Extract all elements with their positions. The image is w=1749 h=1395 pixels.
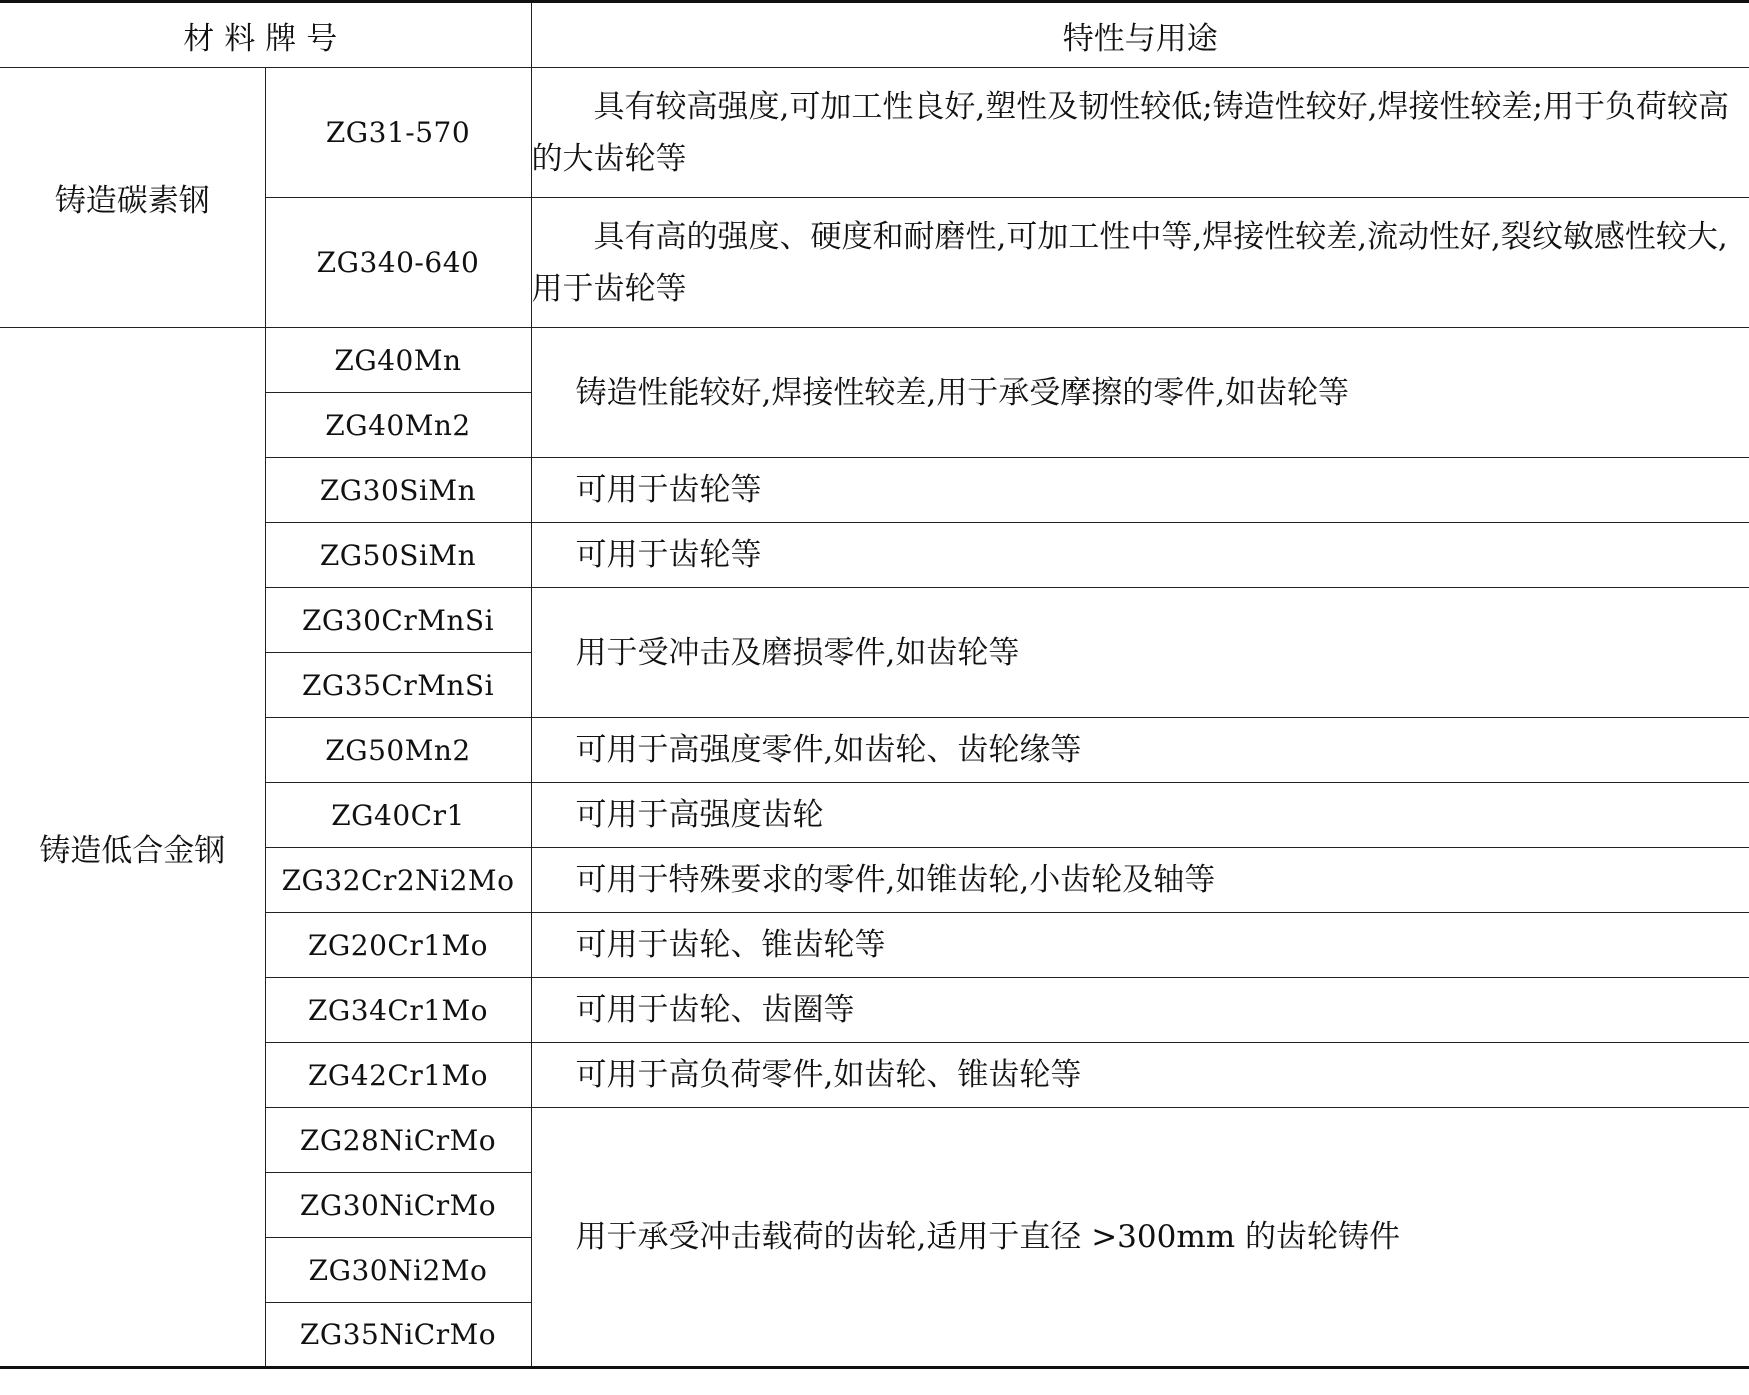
grade-cell: ZG28NiCrMo — [265, 1108, 531, 1173]
description-cell: 可用于齿轮等 — [531, 523, 1749, 588]
grade-cell: ZG35CrMnSi — [265, 653, 531, 718]
description-cell: 用于承受冲击载荷的齿轮,适用于直径 >300mm 的齿轮铸件 — [531, 1108, 1749, 1368]
category-cast-low-alloy-steel: 铸造低合金钢 — [0, 328, 265, 1368]
grade-cell: ZG30SiMn — [265, 458, 531, 523]
header-material-grade: 材料牌号 — [0, 2, 531, 68]
description-cell: 可用于齿轮等 — [531, 458, 1749, 523]
grade-cell: ZG32Cr2Ni2Mo — [265, 848, 531, 913]
grade-cell: ZG40Mn2 — [265, 393, 531, 458]
description-cell: 可用于高强度齿轮 — [531, 783, 1749, 848]
header-row — [0, 2, 1749, 68]
grade-cell: ZG30CrMnSi — [265, 588, 531, 653]
table-row — [0, 328, 1749, 393]
description-cell: 用于受冲击及磨损零件,如齿轮等 — [531, 588, 1749, 718]
grade-cell: ZG34Cr1Mo — [265, 978, 531, 1043]
category-cast-carbon-steel: 铸造碳素钢 — [0, 68, 265, 328]
table-row — [0, 68, 1749, 198]
grade-cell: ZG50SiMn — [265, 523, 531, 588]
grade-cell: ZG50Mn2 — [265, 718, 531, 783]
grade-cell: ZG340-640 — [265, 198, 531, 328]
grade-cell: ZG35NiCrMo — [265, 1303, 531, 1368]
header-properties-use: 特性与用途 — [531, 2, 1749, 68]
description-cell: 可用于高强度零件,如齿轮、齿轮缘等 — [531, 718, 1749, 783]
grade-cell: ZG20Cr1Mo — [265, 913, 531, 978]
grade-cell: ZG42Cr1Mo — [265, 1043, 531, 1108]
grade-cell: ZG40Mn — [265, 328, 531, 393]
grade-cell: ZG30Ni2Mo — [265, 1238, 531, 1303]
description-cell: 具有较高强度,可加工性良好,塑性及韧性较低;铸造性较好,焊接性较差;用于负荷较高的大齿轮等 — [531, 68, 1749, 198]
description-cell: 可用于高负荷零件,如齿轮、锥齿轮等 — [531, 1043, 1749, 1108]
description-cell: 具有高的强度、硬度和耐磨性,可加工性中等,焊接性较差,流动性好,裂纹敏感性较大,用于齿轮等 — [531, 198, 1749, 328]
description-cell: 铸造性能较好,焊接性较差,用于承受摩擦的零件,如齿轮等 — [531, 328, 1749, 458]
grade-cell: ZG30NiCrMo — [265, 1173, 531, 1238]
grade-cell: ZG40Cr1 — [265, 783, 531, 848]
description-cell: 可用于齿轮、齿圈等 — [531, 978, 1749, 1043]
description-cell: 可用于齿轮、锥齿轮等 — [531, 913, 1749, 978]
description-cell: 可用于特殊要求的零件,如锥齿轮,小齿轮及轴等 — [531, 848, 1749, 913]
grade-cell: ZG31-570 — [265, 68, 531, 198]
